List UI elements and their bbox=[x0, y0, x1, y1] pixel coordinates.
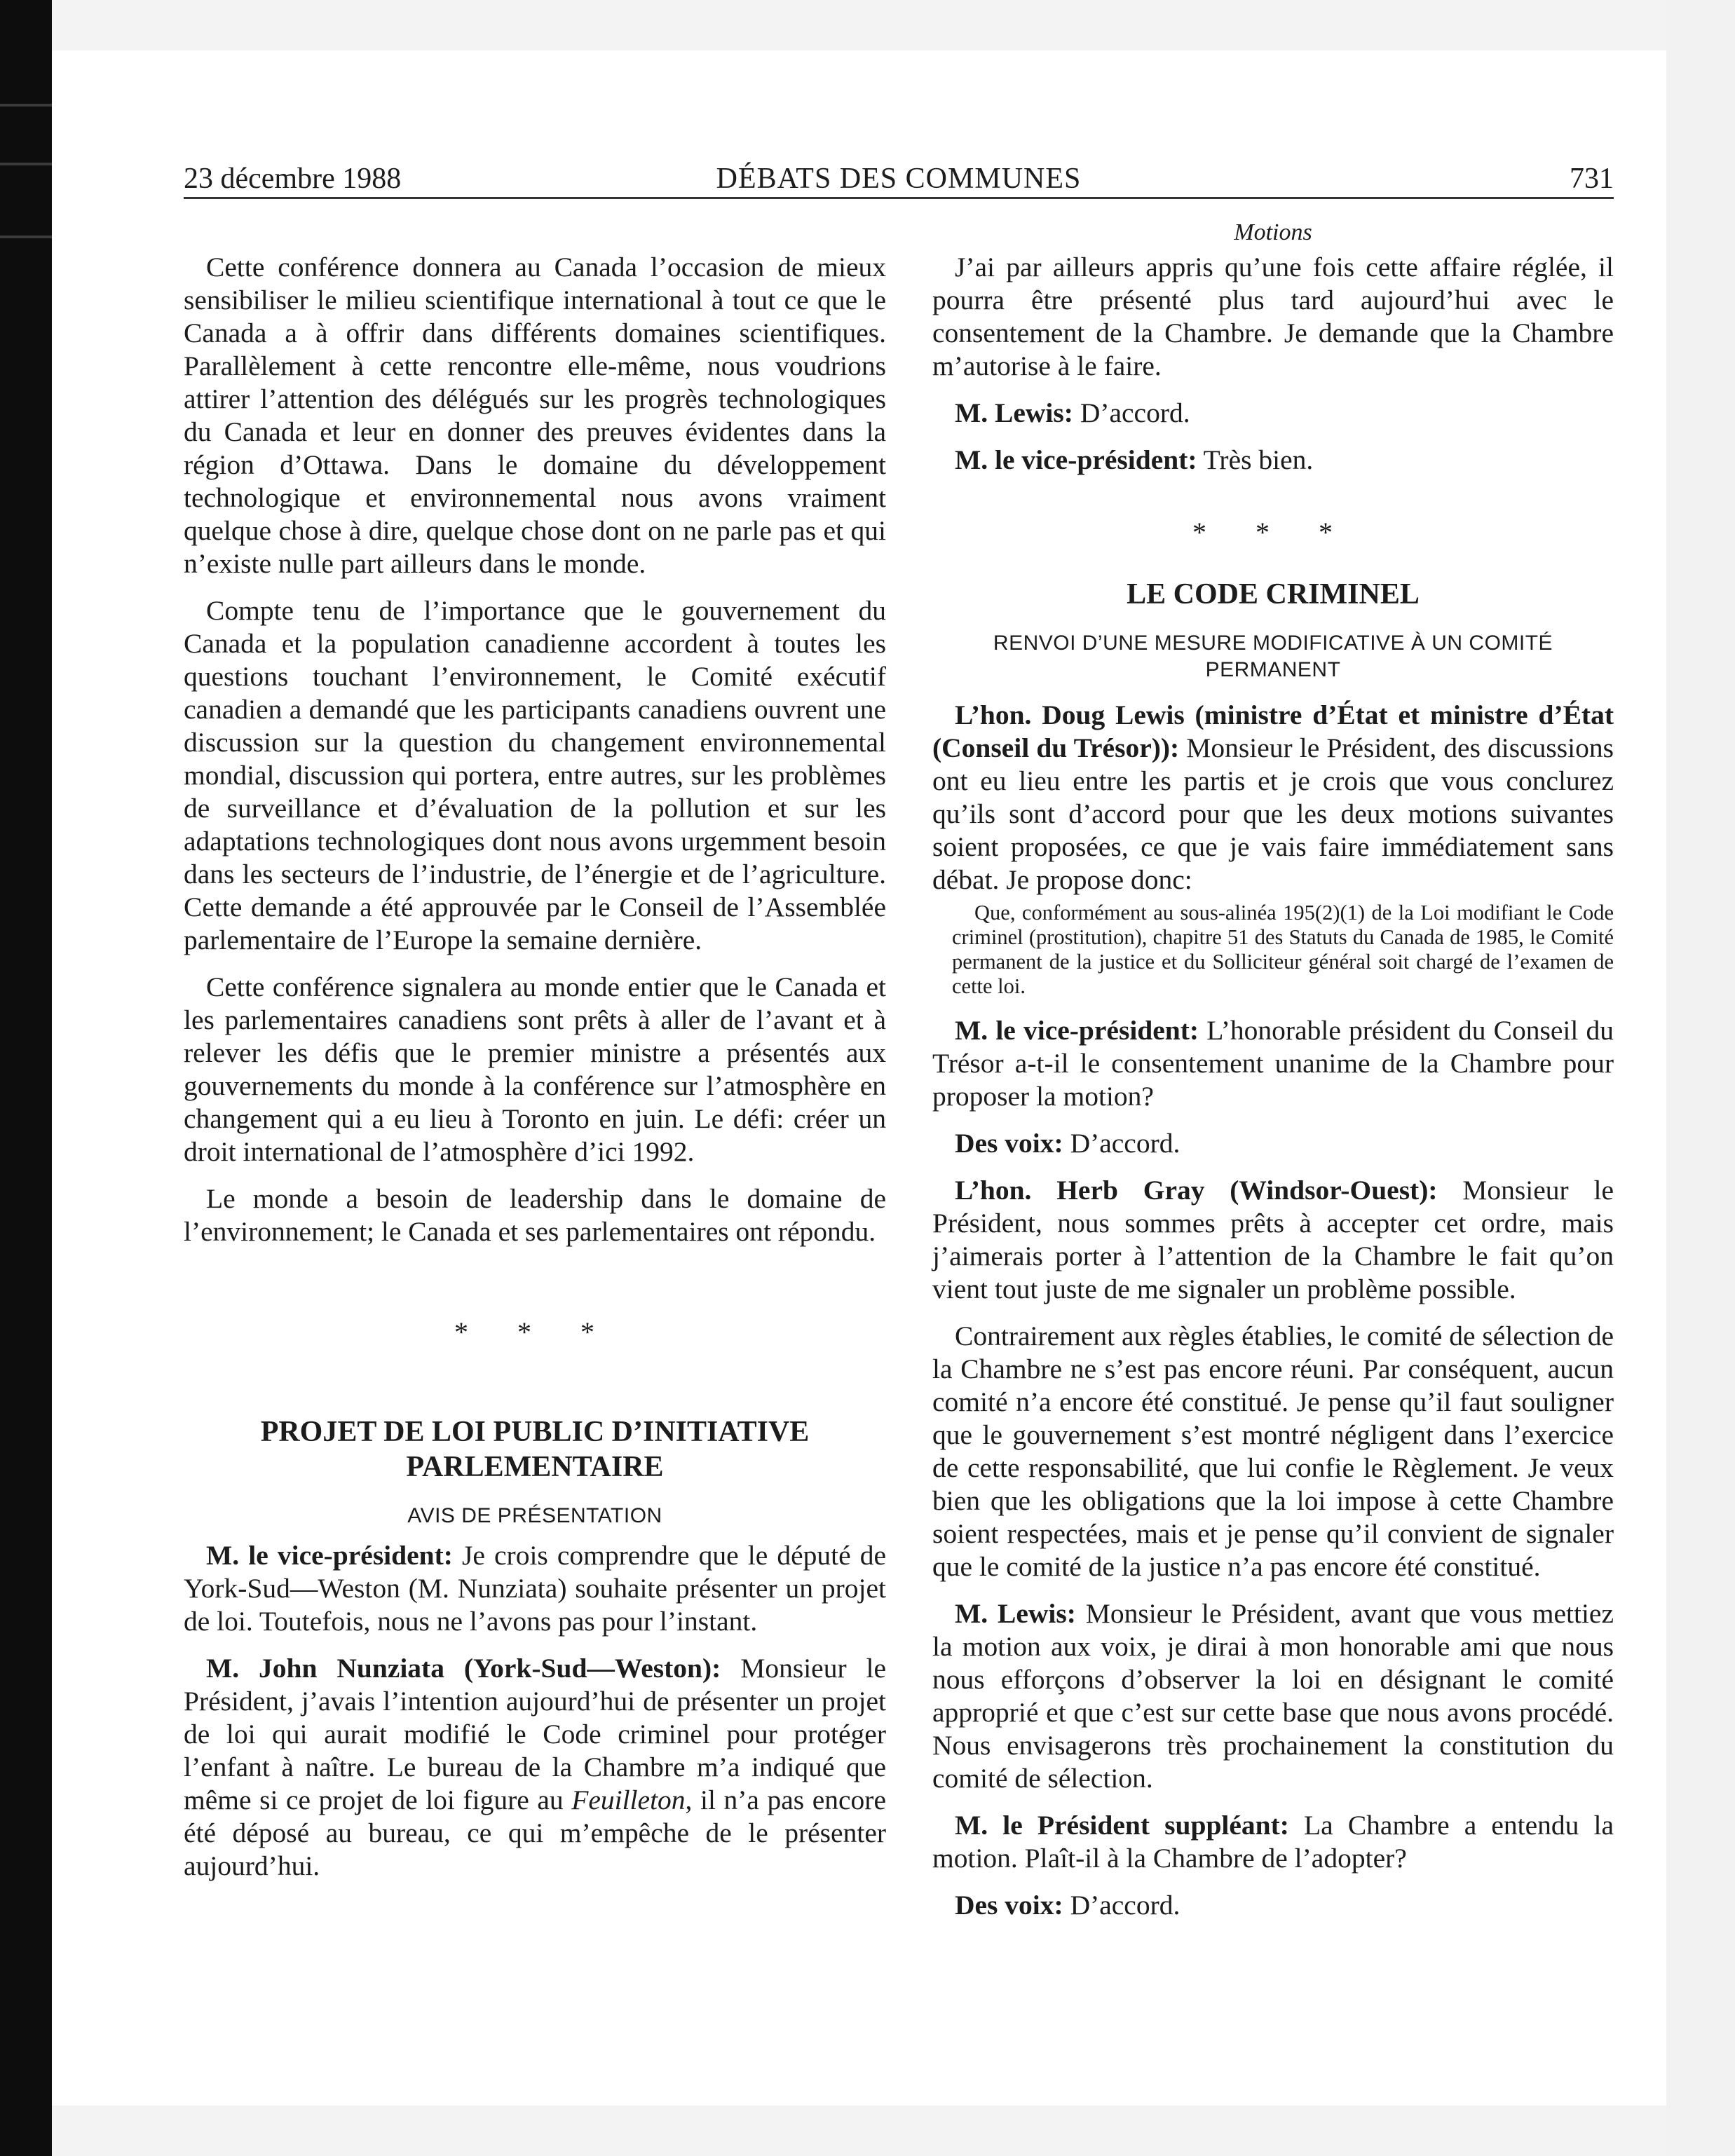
left-column bbox=[184, 251, 886, 1897]
section-subheading: AVIS DE PRÉSENTATION bbox=[407, 1504, 662, 1527]
scan-top-edge bbox=[52, 0, 1666, 50]
speech-paragraph bbox=[932, 1174, 1614, 1306]
speech-paragraph bbox=[932, 1597, 1614, 1795]
speech-paragraph bbox=[184, 1539, 886, 1638]
speech-text: D’accord. bbox=[1063, 1890, 1181, 1920]
speech-text: D’accord. bbox=[1073, 397, 1190, 428]
speech-text: Je crois comprendre que le député de York-Sud—Weston (M. Nunziata) souhaite présenter un projet de loi. Toutefois, nous ne l’avons pas pour l’instant. bbox=[184, 1540, 886, 1637]
speech-text: , il n’a pas encore été déposé au bureau, ce qui m’empêche de le présenter aujourd’hui. bbox=[184, 1785, 886, 1881]
scan-edge-mark bbox=[0, 104, 52, 107]
speaker-name: M. Lewis: bbox=[955, 397, 1073, 428]
section-separator: * * * bbox=[1192, 517, 1354, 548]
speech-paragraph bbox=[932, 397, 1614, 430]
speech-text: Monsieur le Président, des discussions ont eu lieu entre les partis et je crois que vous conclurez qu’ils sont d’accord pour que les deux motions suivantes soient proposées, ce que je vais faire immédiatement sans débat. Je propose donc: bbox=[932, 732, 1614, 895]
section-heading bbox=[184, 1414, 886, 1485]
speech-text: Monsieur le Président, nous sommes prêts à accepter cet ordre, mais j’aimerais porter à l’attention de la Chambre le fait qu’on vient tout juste de me signaler un problème possible. bbox=[932, 1175, 1614, 1304]
speech-paragraph bbox=[932, 1014, 1614, 1113]
speaker-name: Des voix: bbox=[955, 1890, 1063, 1920]
speech-paragraph bbox=[932, 1809, 1614, 1875]
speaker-name: M. le vice-président: bbox=[955, 1015, 1199, 1046]
header-date: 23 décembre 1988 bbox=[184, 163, 402, 195]
section-separator: * * * bbox=[454, 1316, 615, 1348]
paragraph: Le monde a besoin de leadership dans le domaine de l’environnement; le Canada et ses parlementaires ont répondu. bbox=[184, 1183, 886, 1247]
header-page-number: 731 bbox=[1570, 163, 1614, 195]
speech-text: Très bien. bbox=[1197, 444, 1314, 475]
speaker-name: M. le Président suppléant: bbox=[955, 1810, 1289, 1841]
speech-paragraph bbox=[932, 1127, 1614, 1160]
speech-text: L’honorable président du Conseil du Trésor a-t-il le consentement unanime de la Chambre pour proposer la motion? bbox=[932, 1015, 1614, 1112]
subheading-line: RENVOI D’UNE MESURE MODIFICATIVE À UN COMITÉ bbox=[993, 632, 1553, 655]
speaker-name: M. le vice-président: bbox=[206, 1540, 453, 1571]
speaker-name: M. John Nunziata (York-Sud—Weston): bbox=[206, 1653, 721, 1684]
scan-edge-mark bbox=[0, 163, 52, 165]
heading-line: PROJET DE LOI PUBLIC D’INITIATIVE bbox=[260, 1416, 810, 1448]
speaker-name: M. le vice-président: bbox=[955, 444, 1197, 475]
speech-text: Monsieur le Président, avant que vous mettiez la motion aux voix, je dirai à mon honorable ami que nous nous efforçons d’observer la loi en désignant le comité approprié et que c’est sur cette base que nous avons procédé. Nous envisagerons très prochainement la constitution du comité de sélection. bbox=[932, 1598, 1614, 1794]
speech-text: D’accord. bbox=[1063, 1128, 1181, 1159]
header-publication-title: DÉBATS DES COMMUNES bbox=[716, 163, 1082, 195]
scan-left-edge bbox=[0, 0, 52, 2156]
italic-title: Feuilleton bbox=[571, 1785, 686, 1815]
section-label: Motions bbox=[1234, 219, 1312, 245]
speech-text: La Chambre a entendu la motion. Plaît-il à la Chambre de l’adopter? bbox=[932, 1810, 1614, 1874]
speaker-name: Des voix: bbox=[955, 1128, 1063, 1159]
subheading-line: PERMANENT bbox=[1205, 658, 1341, 681]
speech-paragraph bbox=[932, 444, 1614, 477]
paragraph: Compte tenu de l’importance que le gouvernement du Canada et la population canadienne accordent à toutes les questions touchant l’environnement, le Comité exécutif canadien a demandé que les participants canadiens ouvrent une discussion sur la question du changement environnemental mondial, discussion qui portera, entre autres, sur les problèmes de surveillance et d’évaluation de la pollution et sur les adaptations technologiques dont nous avons urgemment besoin dans les secteurs de l’industrie, de l’énergie et de l’agriculture. Cette demande a été approuvée par le Conseil de l’Assemblée parlementaire de l’Europe la semaine dernière. bbox=[184, 595, 886, 955]
paragraph: Cette conférence donnera au Canada l’occasion de mieux sensibiliser le milieu scientifique international à tout ce que le Canada a à offrir dans différents domaines scientifiques. Parallèlement à cette rencontre elle-même, nous voudrions attirer l’attention des délégués sur les progrès technologiques du Canada et leur en donner des preuves évidentes dans la région d’Ottawa. Dans le domaine du développement technologique et environnemental nous avons vraiment quelque chose à dire, quelque chose dont on ne parle pas et qui n’existe nulle part ailleurs dans le monde. bbox=[184, 252, 886, 579]
scan-bottom-edge bbox=[52, 2106, 1666, 2156]
speech-text: Monsieur le Président, j’avais l’intention aujourd’hui de présenter un projet de loi qui aurait modifié le Code criminel pour protéger l’enfant à naître. Le bureau de la Chambre m’a indiqué que même si ce projet de loi figure au bbox=[184, 1653, 886, 1815]
paragraph: Cette conférence signalera au monde entier que le Canada et les parlementaires canadiens sont prêts à aller de l’avant et à relever les défis que le premier ministre a présentés aux gouvernements du monde à la conférence sur l’atmosphère en changement qui a eu lieu à Toronto en juin. Le défi: créer un droit international de l’atmosphère d’ici 1992. bbox=[184, 971, 886, 1167]
scan-edge-mark bbox=[0, 236, 52, 238]
motion-quote: Que, conformément au sous-alinéa 195(2)(1) de la Loi modifiant le Code criminel (prostitution), chapitre 51 des Statuts du Canada de 1985, le Comité permanent de la justice et du Solliciteur général soit chargé de l’examen de cette loi. bbox=[952, 901, 1614, 998]
heading-line: PARLEMENTAIRE bbox=[406, 1451, 664, 1483]
speech-paragraph bbox=[932, 699, 1614, 896]
speaker-name: M. Lewis: bbox=[955, 1598, 1076, 1629]
paragraph: Contrairement aux règles établies, le comité de sélection de la Chambre ne s’est pas encore réuni. Par conséquent, aucun comité n’a encore été constitué. Je pense qu’il faut souligner que le gouvernement s’est montré négligent dans l’exercice de cette responsabilité, que lui confie le Règlement. Je veux bien que les obligations que la loi impose à cette Chambre soient respectées, mais et je pense qu’il convient de signaler que le comité de la justice n’a pas encore été constitué. bbox=[932, 1321, 1614, 1582]
speaker-name: L’hon. Doug Lewis (ministre d’État et ministre d’État (Conseil du Trésor)): bbox=[932, 700, 1614, 763]
running-header bbox=[184, 161, 1614, 199]
paragraph: J’ai par ailleurs appris qu’une fois cette affaire réglée, il pourra être présenté plus tard aujourd’hui avec le consentement de la Chambre. Je demande que la Chambre m’autorise à le faire. bbox=[932, 252, 1614, 381]
section-heading: LE CODE CRIMINEL bbox=[1127, 578, 1420, 610]
speaker-name: L’hon. Herb Gray (Windsor-Ouest): bbox=[955, 1175, 1438, 1206]
speech-paragraph bbox=[184, 1652, 886, 1883]
right-column bbox=[932, 251, 1614, 1936]
scan-right-edge bbox=[1666, 0, 1735, 2156]
section-subheading bbox=[932, 630, 1614, 683]
speech-paragraph bbox=[932, 1889, 1614, 1922]
